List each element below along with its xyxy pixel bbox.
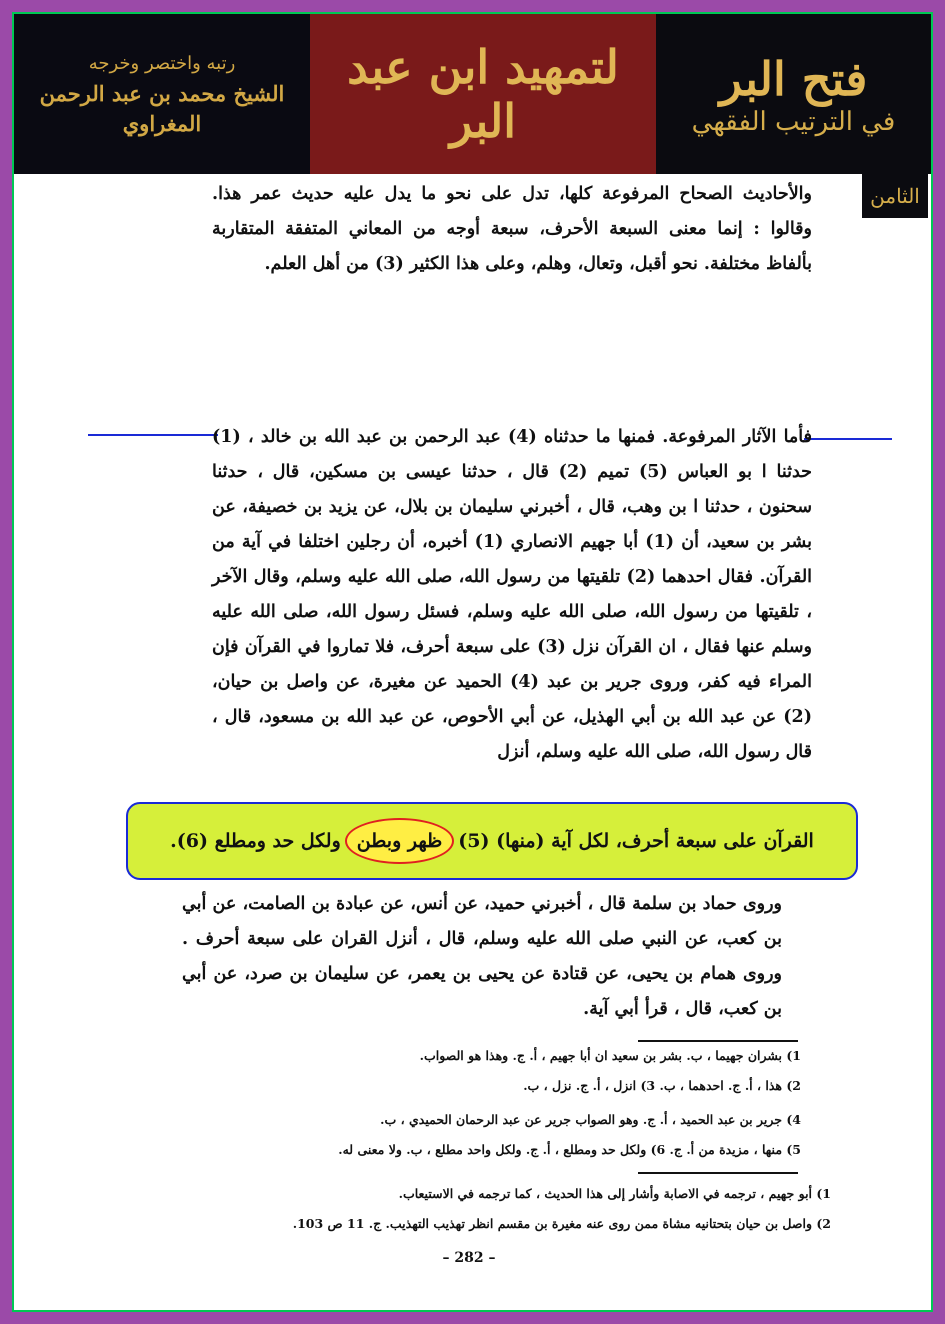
banner-author-panel — [14, 14, 310, 174]
banner-title-panel — [310, 14, 656, 174]
variant-note-4: 5) منها ، مزيدة من أ. ج. 6) ولكل حد ومطلع ، أ. ج. ولكل واحد مطلع ، ب. ولا معنى له. — [338, 1142, 801, 1157]
book-banner — [14, 14, 931, 174]
banner-book-title: فتح البر — [719, 52, 868, 106]
page — [12, 12, 933, 1312]
body-paragraph-2: فأما الآثار المرفوعة. فمنها ما حدثناه (4) عبد الرحمن بن عبد الله بن خالد ، (1) حدثنا ا بو العباس (5) تميم (2) قال ، حدثنا عيسى بن مسكين، قال ، حدثنا سحنون ، حدثنا ا بن وهب، قال ، أخبرني سليمان بن بلال، عن يزيد بن خصيفة، عن بشر بن سعيد، أن (1) أبا جهيم الانصاري (1) أخبره، أن رجلين اختلفا في آية من القرآن. فقال احدهما (2) تلقيتها من رسول الله، صلى الله عليه وسلم، وقال الآخر ، تلقيتها من رسول الله، صلى الله عليه وسلم، فسئل رسول الله، صلى الله عليه وسلم عنها فقال ، ان القرآن نزل (3) على سبعة أحرف، فلا تماروا في القرآن فإن المراء فيه كفر، وروى جرير بن عبد (4) الحميد عن مغيرة، عن واصل بن حيان، (2) عن عبد الله بن أبي الهذيل، عن أبي الأحوص، عن عبد الله بن مسعود، قال ، قال رسول الله، صلى الله عليه وسلم، أنزل — [212, 427, 813, 762]
footnotes-divider — [638, 1172, 798, 1174]
highlight-text-after: ولكل حد ومطلع (6). — [170, 830, 341, 852]
banner-editor-label: رتبه واختصر وخرجه — [88, 53, 236, 74]
body-paragraph-3: وروى حماد بن سلمة قال ، أخبرني حميد، عن أنس، عن عبادة بن الصامت، عن أبي بن كعب، عن النبي صلى الله عليه وسلم، قال ، أنزل القران على سبعة أحرف . وروى همام بن يحيى، عن قتادة عن يحيى بن يعمر، عن سليمان بن صرد، عن أبي بن كعب، قال ، قرأ أبي آية. — [182, 894, 782, 1019]
body-paragraph-1: والأحاديث الصحاح المرفوعة كلها، تدل على نحو ما يدل عليه حديث عمر هذا. وقالوا : إنما معنى السبعة الأحرف، سبعة أوجه من المعاني المتفقة المتقاربة بألفاظ مختلفة. نحو أقبل، وتعال، وهلم، وعلى هذا الكثير (3) من أهل العلم. — [212, 184, 812, 274]
variant-note-1: 1) بشران جهيما ، ب. بشر بن سعيد ان أبا جهيم ، أ. ج. وهذا هو الصواب. — [419, 1048, 801, 1063]
banner-main-title: لتمهيد ابن عبد البر — [347, 40, 619, 148]
footnote-2: 2) واصل بن حيان بتحتانيه مشاة ممن روى عنه مغيرة بن مقسم انظر تهذيب التهذيب. ج. 11 ص 103. — [292, 1216, 831, 1231]
circled-phrase: ظهر وبطن — [345, 818, 455, 864]
accent-line-right — [804, 438, 892, 440]
highlight-text-before: القرآن على سبعة أحرف، لكل آية (منها) (5) — [458, 830, 814, 852]
variant-note-3: 4) جرير بن عبد الحميد ، أ. ج. وهو الصواب جرير عن عبد الرحمان الحميدي ، ب. — [380, 1112, 801, 1127]
variant-note-2: 2) هذا ، أ. ج. احدهما ، ب. 3) انزل ، أ. ج. نزل ، ب. — [523, 1078, 801, 1093]
banner-author-name: الشيخ محمد بن عبد الرحمن المغراوي — [39, 81, 285, 136]
banner-book-subtitle: في الترتيب الفقهي — [691, 107, 896, 137]
page-number: – 282 – — [442, 1250, 496, 1266]
variants-divider — [638, 1040, 798, 1042]
highlighted-hadith — [126, 802, 858, 880]
footnote-1: 1) أبو جهيم ، ترجمه في الاصابة وأشار إلى هذا الحديث ، كما ترجمه في الاستيعاب. — [398, 1186, 831, 1201]
accent-line-left — [88, 434, 218, 436]
volume-label: الثامن — [862, 174, 928, 218]
banner-book-panel — [656, 14, 931, 174]
